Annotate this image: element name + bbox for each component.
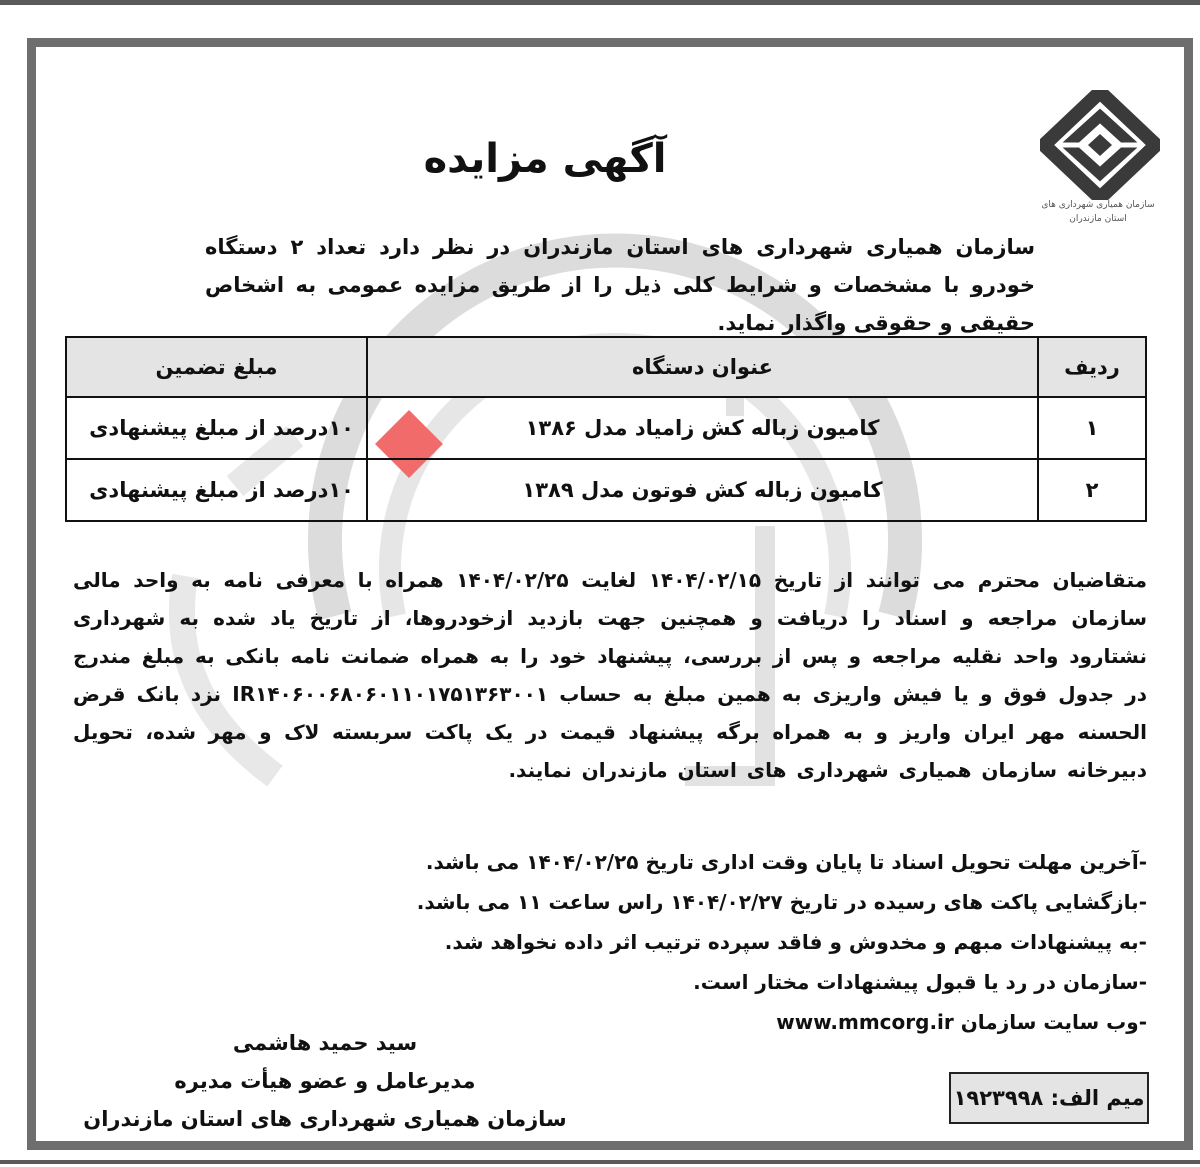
header-row-number: ردیف (1038, 337, 1146, 397)
guarantee-amount: ۱۰درصد از مبلغ پیشنهادی (66, 459, 367, 521)
bottom-rule (0, 1160, 1200, 1164)
logo-caption (1023, 198, 1173, 226)
header-guarantee-amount: مبلغ تضمین (66, 337, 367, 397)
device-title: کامیون زباله کش زامیاد مدل ۱۳۸۶ (367, 397, 1038, 459)
condition-item: -سازمان در رد یا قبول پیشنهادات مختار است. (693, 970, 1147, 994)
signer-position: مدیرعامل و عضو هیأت مدیره (174, 1069, 476, 1093)
logo-caption-line2: استان مازندران (1069, 214, 1127, 224)
condition-item: -آخرین مهلت تحویل اسناد تا پایان وقت اداری تاریخ ۱۴۰۴/۰۲/۲۵ می باشد. (425, 850, 1147, 874)
conditions-list (245, 842, 1147, 1042)
guarantee-amount: ۱۰درصد از مبلغ پیشنهادی (66, 397, 367, 459)
row-number: ۲ (1038, 459, 1146, 521)
notice-frame (27, 38, 1193, 1150)
table-row (66, 397, 1146, 459)
condition-item: -به پیشنهادات مبهم و مخدوش و فاقد سپرده ترتیب اثر داده نخواهد شد. (444, 930, 1147, 954)
condition-item: -وب سایت سازمان www.mmcorg.ir (776, 1010, 1147, 1034)
items-table (65, 336, 1147, 522)
page-title: آگهی مزایده (423, 136, 667, 182)
body-paragraph: متقاضیان محترم می توانند از تاریخ ۱۴۰۴/۰۲/۱۵ لغایت ۱۴۰۴/۰۲/۲۵ همراه با معرفی نامه به واحد مالی سازمان مراجعه و اسناد را دریافت و همچنین جهت بازدید ازخودروها، از تاریخ یاد شده به شهرداری نشتارود واحد نقلیه مراجعه و پس از بررسی، پیشنهاد خود را به همراه ضمانت نامه بانکی به مبلغ مندرج در جدول فوق و یا فیش واریزی به همین مبلغ به حساب IR۱۴۰۶۰۰۶۸۰۶۰۱۱۰۱۷۵۱۳۶۳۰۰۱ نزد بانک قرض الحسنه مهر ایران واریز و به همراه برگه پیشنهاد قیمت در یک پاکت سربسته لاک و مهر شده، تحویل دبیرخانه سازمان همیاری شهرداری های استان مازندران نمایند. (73, 568, 1148, 782)
device-title: کامیون زباله کش فوتون مدل ۱۳۸۹ (367, 459, 1038, 521)
table-row (66, 459, 1146, 521)
municipal-partnership-logo-icon (1040, 90, 1160, 200)
signer-name: سید حمید هاشمی (232, 1031, 418, 1055)
row-number: ۱ (1038, 397, 1146, 459)
top-rule (0, 0, 1200, 5)
logo-caption-line1: سازمان همیاری شهرداری های (1041, 200, 1155, 210)
condition-item: -بازگشایی پاکت های رسیده در تاریخ ۱۴۰۴/۰۲/۲۷ راس ساعت ۱۱ می باشد. (416, 890, 1147, 914)
table-header-row (66, 337, 1146, 397)
reference-badge: میم الف: ۱۹۲۳۹۹۸ (949, 1072, 1149, 1124)
header-device-title: عنوان دستگاه (367, 337, 1038, 397)
intro-paragraph: سازمان همیاری شهرداری های استان مازندران در نظر دارد تعداد ۲ دستگاه خودرو با مشخصات و شرایط کلی ذیل را از طریق مزایده عمومی به اشخاص حقیقی و حقوقی واگذار نماید. (205, 235, 1035, 335)
signer-organization: سازمان همیاری شهرداری های استان مازندران (83, 1107, 567, 1131)
signature-block (75, 1024, 575, 1132)
